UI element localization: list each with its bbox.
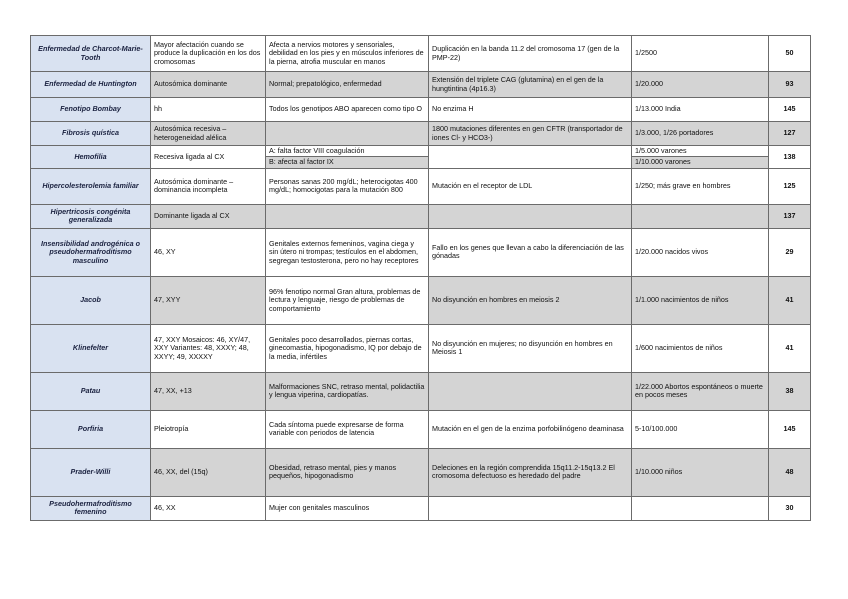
phenotype: Genitales poco desarrollados, piernas cortas, ginecomastia, hipogonadismo, IQ por debajo de la media, infértiles	[266, 324, 429, 372]
table-row	[31, 204, 811, 228]
frequency-a: 1/5.000 varones	[632, 146, 769, 157]
inheritance: 46, XX, del (15q)	[151, 448, 266, 496]
page-number: 30	[769, 496, 811, 520]
inheritance: 47, XX, +13	[151, 372, 266, 410]
frequency	[632, 496, 769, 520]
disease-name: Prader-Willi	[31, 448, 151, 496]
inheritance: Autosómica recesiva – heterogeneidad alélica	[151, 122, 266, 146]
disease-name: Patau	[31, 372, 151, 410]
table-row	[31, 228, 811, 276]
table-row	[31, 36, 811, 72]
table-row	[31, 122, 811, 146]
table-row	[31, 276, 811, 324]
disease-name: Enfermedad de Charcot-Marie-Tooth	[31, 36, 151, 72]
page-number: 50	[769, 36, 811, 72]
phenotype-b: B: afecta al factor IX	[266, 157, 429, 168]
mechanism: Deleciones en la región comprendida 15q11.2-15q13.2 El cromosoma defectuoso es heredado del padre	[429, 448, 632, 496]
frequency: 5-10/100.000	[632, 410, 769, 448]
mechanism: Mutación en el gen de la enzima porfobilinógeno deaminasa	[429, 410, 632, 448]
page-number: 145	[769, 410, 811, 448]
mechanism: No enzima H	[429, 98, 632, 122]
page-number: 127	[769, 122, 811, 146]
table-row	[31, 324, 811, 372]
phenotype	[266, 122, 429, 146]
disease-name: Hipertricosis congénita generalizada	[31, 204, 151, 228]
mechanism: Fallo en los genes que llevan a cabo la diferenciación de las gónadas	[429, 228, 632, 276]
frequency: 1/3.000, 1/26 portadores	[632, 122, 769, 146]
phenotype	[266, 204, 429, 228]
frequency: 1/2500	[632, 36, 769, 72]
mechanism: 1800 mutaciones diferentes en gen CFTR (transportador de iones Cl- y HCO3-)	[429, 122, 632, 146]
page-number: 137	[769, 204, 811, 228]
mechanism: No disyunción en mujeres; no disyunción en hombres en Meiosis 1	[429, 324, 632, 372]
mechanism: Mutación en el receptor de LDL	[429, 168, 632, 204]
page-number: 38	[769, 372, 811, 410]
mechanism	[429, 204, 632, 228]
phenotype: Normal; prepatológico, enfermedad	[266, 72, 429, 98]
inheritance: Autosómica dominante	[151, 72, 266, 98]
frequency: 1/13.000 India	[632, 98, 769, 122]
phenotype: Afecta a nervios motores y sensoriales, debilidad en los pies y en músculos inferiores de la pierna, atrofia muscular en manos	[266, 36, 429, 72]
frequency: 1/20.000 nacidos vivos	[632, 228, 769, 276]
phenotype: 96% fenotipo normal Gran altura, problemas de lectura y lenguaje, riesgo de problemas de comportamiento	[266, 276, 429, 324]
disease-name: Enfermedad de Huntington	[31, 72, 151, 98]
mechanism: Extensión del triplete CAG (glutamina) en el gen de la hungtintina (4p16.3)	[429, 72, 632, 98]
page-number: 125	[769, 168, 811, 204]
table-row	[31, 372, 811, 410]
table-row	[31, 146, 811, 157]
inheritance: Pleiotropía	[151, 410, 266, 448]
frequency-b: 1/10.000 varones	[632, 157, 769, 168]
page-number: 48	[769, 448, 811, 496]
frequency: 1/10.000 niños	[632, 448, 769, 496]
table-row	[31, 496, 811, 520]
phenotype: Genitales externos femeninos, vagina ciega y sin útero ni trompas; testículos en el abdomen, segregan testosterona, pero no hay receptores	[266, 228, 429, 276]
phenotype: Obesidad, retraso mental, pies y manos pequeños, hipogonadismo	[266, 448, 429, 496]
table-row	[31, 98, 811, 122]
inheritance: hh	[151, 98, 266, 122]
frequency: 1/20.000	[632, 72, 769, 98]
disease-name: Hemofilia	[31, 146, 151, 169]
page-number: 138	[769, 146, 811, 169]
disease-name: Porfiria	[31, 410, 151, 448]
inheritance: 46, XX	[151, 496, 266, 520]
phenotype: Personas sanas 200 mg/dL; heterocigotas 400 mg/dL; homocigotas para la mutación 800	[266, 168, 429, 204]
phenotype: Cada síntoma puede expresarse de forma variable con periodos de latencia	[266, 410, 429, 448]
disease-name: Hipercolesterolemia familiar	[31, 168, 151, 204]
page-number: 145	[769, 98, 811, 122]
mechanism: No disyunción en hombres en meiosis 2	[429, 276, 632, 324]
page-number: 93	[769, 72, 811, 98]
page-number: 29	[769, 228, 811, 276]
disease-name: Klinefelter	[31, 324, 151, 372]
mechanism	[429, 372, 632, 410]
table-row	[31, 410, 811, 448]
frequency: 1/1.000 nacimientos de niños	[632, 276, 769, 324]
mechanism	[429, 146, 632, 169]
mechanism: Duplicación en la banda 11.2 del cromosoma 17 (gen de la PMP-22)	[429, 36, 632, 72]
table-row	[31, 448, 811, 496]
inheritance: Autosómica dominante – dominancia incompleta	[151, 168, 266, 204]
inheritance: Mayor afectación cuando se produce la duplicación en los dos cromosomas	[151, 36, 266, 72]
phenotype-a: A: falta factor VIII coagulación	[266, 146, 429, 157]
table-row	[31, 168, 811, 204]
disease-name: Pseudohermafroditismo femenino	[31, 496, 151, 520]
disease-name: Fenotipo Bombay	[31, 98, 151, 122]
mechanism	[429, 496, 632, 520]
genetics-table	[30, 35, 811, 521]
inheritance: 46, XY	[151, 228, 266, 276]
phenotype: Mujer con genitales masculinos	[266, 496, 429, 520]
phenotype: Malformaciones SNC, retraso mental, polidactilia y lengua viperina, cardiopatías.	[266, 372, 429, 410]
inheritance: 47, XXY Mosaicos: 46, XY/47, XXY Variantes: 48, XXXY; 48, XXYY; 49, XXXXY	[151, 324, 266, 372]
disease-name: Insensibilidad androgénica o pseudohermafroditismo masculino	[31, 228, 151, 276]
frequency: 1/600 nacimientos de niños	[632, 324, 769, 372]
frequency: 1/250; más grave en hombres	[632, 168, 769, 204]
page-number: 41	[769, 276, 811, 324]
page-number: 41	[769, 324, 811, 372]
frequency	[632, 204, 769, 228]
disease-name: Jacob	[31, 276, 151, 324]
inheritance: 47, XYY	[151, 276, 266, 324]
inheritance: Dominante ligada al CX	[151, 204, 266, 228]
table-row	[31, 72, 811, 98]
frequency: 1/22.000 Abortos espontáneos o muerte en pocos meses	[632, 372, 769, 410]
phenotype: Todos los genotipos ABO aparecen como tipo O	[266, 98, 429, 122]
inheritance: Recesiva ligada al CX	[151, 146, 266, 169]
disease-name: Fibrosis quística	[31, 122, 151, 146]
